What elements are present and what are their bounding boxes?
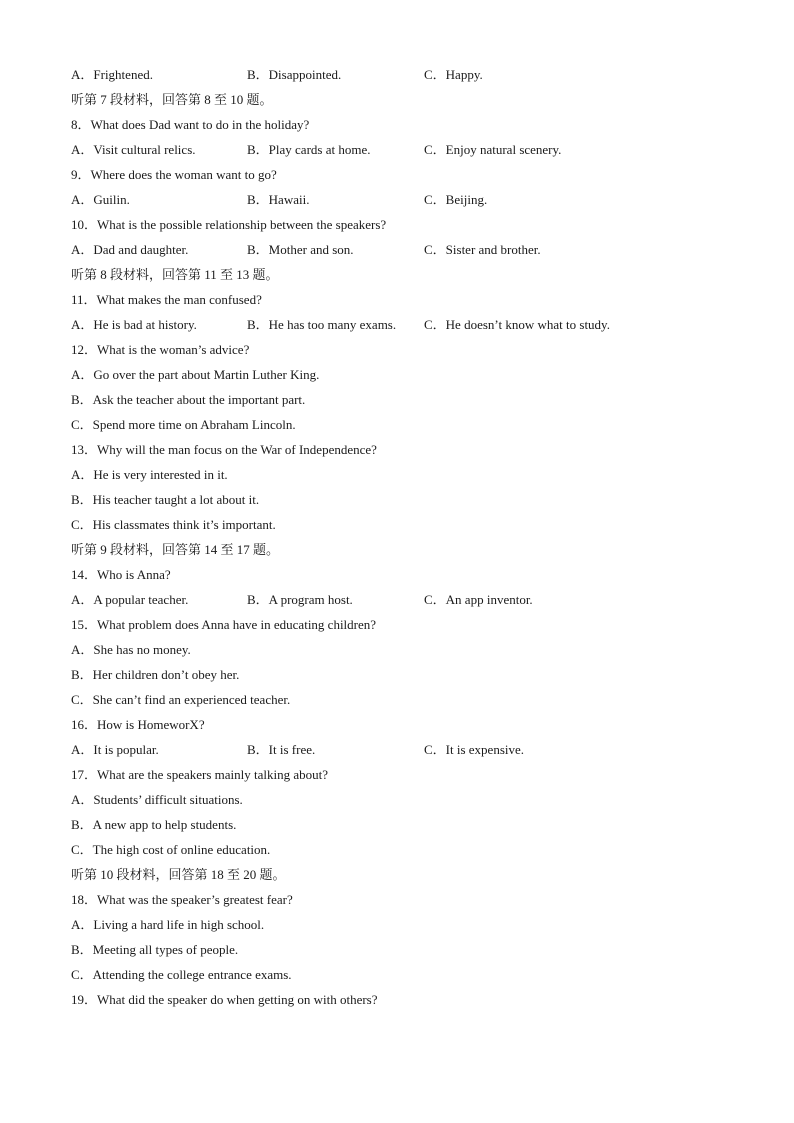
document-page bbox=[71, 62, 751, 1012]
option-row bbox=[71, 737, 751, 762]
option-a: A．A popular teacher. bbox=[71, 592, 189, 607]
question-text: 8．What does Dad want to do in the holiday? bbox=[71, 117, 310, 132]
option-c: C．An app inventor. bbox=[424, 592, 533, 607]
question-text: 14．Who is Anna? bbox=[71, 567, 171, 582]
option-line: A．Students’ difficult situations. bbox=[71, 792, 243, 807]
option-c: C．It is expensive. bbox=[424, 742, 525, 757]
option-c: C．Sister and brother. bbox=[424, 242, 541, 257]
option-line: A．He is very interested in it. bbox=[71, 467, 228, 482]
section-heading: 听第 10 段材料，回答第 18 至 20 题。 bbox=[71, 867, 286, 882]
question-text: 10．What is the possible relationship between the speakers? bbox=[71, 217, 387, 232]
option-line: A．Living a hard life in high school. bbox=[71, 917, 265, 932]
option-a: A．He is bad at history. bbox=[71, 317, 197, 332]
question-text: 17．What are the speakers mainly talking about? bbox=[71, 767, 329, 782]
question-text: 15．What problem does Anna have in educating children? bbox=[71, 617, 377, 632]
option-b: B．Disappointed. bbox=[247, 67, 342, 82]
option-line: C．His classmates think it’s important. bbox=[71, 517, 276, 532]
option-line: B．A new app to help students. bbox=[71, 817, 237, 832]
option-a: A．Dad and daughter. bbox=[71, 242, 189, 257]
option-line: A．She has no money. bbox=[71, 642, 191, 657]
option-a: A．Frightened. bbox=[71, 67, 153, 82]
option-line: A．Go over the part about Martin Luther King. bbox=[71, 367, 320, 382]
question-text: 12．What is the woman’s advice? bbox=[71, 342, 250, 357]
option-line: B．His teacher taught a lot about it. bbox=[71, 492, 260, 507]
option-a: A．It is popular. bbox=[71, 742, 159, 757]
option-row bbox=[71, 187, 751, 212]
option-b: B．Mother and son. bbox=[247, 242, 354, 257]
section-heading: 听第 9 段材料，回答第 14 至 17 题。 bbox=[71, 542, 280, 557]
option-row bbox=[71, 62, 751, 87]
question-text: 9．Where does the woman want to go? bbox=[71, 167, 277, 182]
question-text: 11．What makes the man confused? bbox=[71, 292, 262, 307]
option-row bbox=[71, 137, 751, 162]
option-a: A．Visit cultural relics. bbox=[71, 142, 196, 157]
option-line: C．Attending the college entrance exams. bbox=[71, 967, 292, 982]
option-b: B．A program host. bbox=[247, 592, 353, 607]
option-line: B．Ask the teacher about the important part. bbox=[71, 392, 306, 407]
section-heading: 听第 8 段材料，回答第 11 至 13 题。 bbox=[71, 267, 279, 282]
option-line: C．The high cost of online education. bbox=[71, 842, 271, 857]
option-b: B．Hawaii. bbox=[247, 192, 310, 207]
option-line: B．Her children don’t obey her. bbox=[71, 667, 240, 682]
option-line: B．Meeting all types of people. bbox=[71, 942, 239, 957]
question-text: 13．Why will the man focus on the War of Independence? bbox=[71, 442, 377, 457]
option-row bbox=[71, 237, 751, 262]
option-b: B．He has too many exams. bbox=[247, 317, 397, 332]
section-heading: 听第 7 段材料，回答第 8 至 10 题。 bbox=[71, 92, 273, 107]
option-a: A．Guilin. bbox=[71, 192, 130, 207]
question-text: 19．What did the speaker do when getting on with others? bbox=[71, 992, 378, 1007]
option-b: B．It is free. bbox=[247, 742, 316, 757]
option-line: C．She can’t find an experienced teacher. bbox=[71, 692, 291, 707]
option-row bbox=[71, 312, 751, 337]
option-c: C．Enjoy natural scenery. bbox=[424, 142, 562, 157]
question-text: 18．What was the speaker’s greatest fear? bbox=[71, 892, 293, 907]
option-c: C．Happy. bbox=[424, 67, 483, 82]
option-row bbox=[71, 587, 751, 612]
option-line: C．Spend more time on Abraham Lincoln. bbox=[71, 417, 296, 432]
option-c: C．He doesn’t know what to study. bbox=[424, 317, 610, 332]
option-c: C．Beijing. bbox=[424, 192, 488, 207]
question-text: 16．How is HomeworX? bbox=[71, 717, 205, 732]
option-b: B．Play cards at home. bbox=[247, 142, 371, 157]
